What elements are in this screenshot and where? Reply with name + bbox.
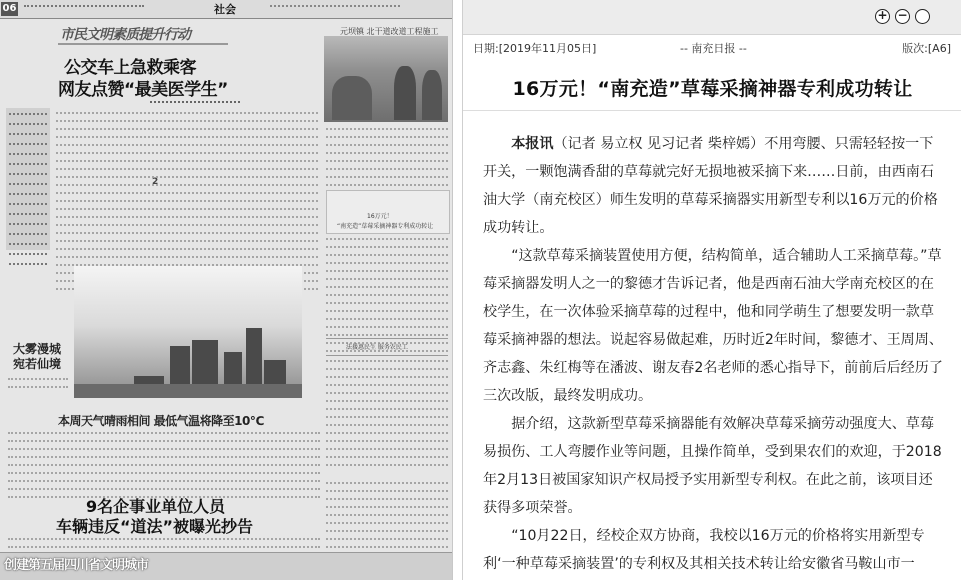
article-title: 16万元！“南充造”草莓采摘神器专利成功转让 [512, 78, 913, 100]
banner-rule [58, 43, 228, 45]
page-header-bar [0, 0, 452, 19]
right-column-headline-d [326, 456, 448, 478]
violation-headline-line1: 9名企事业单位人员 [86, 497, 226, 516]
zoom-in-button[interactable] [875, 9, 890, 24]
lead-subhead [150, 101, 240, 106]
column-banner: 市民文明素质提升行动 [60, 27, 190, 43]
fog-city-photo [74, 266, 302, 398]
article-page: 版次:[A6] [902, 42, 951, 55]
photo1-caption: 元坝镇 北干道改道工程施工 [340, 27, 439, 36]
violation-headline-line2: 车辆违反“道法”被曝光抄告 [56, 517, 254, 536]
article-source: -- 南充日报 -- [680, 42, 747, 55]
left-column-text [8, 378, 68, 394]
article-meta-row [473, 40, 951, 56]
reset-zoom-button[interactable] [915, 9, 930, 24]
zoom-out-button[interactable] [895, 9, 910, 24]
lead-headline-line1: 公交车上急救乘客 [64, 58, 196, 78]
bottom-banner-text: 创建第五届四川省文明城市 [4, 558, 149, 573]
lead-label: 本报讯 [511, 136, 554, 152]
subsection-number: 2 [152, 177, 159, 187]
header-date-line [24, 5, 144, 10]
strawberry-article-teaser: 16万元！ “南充造”草莓采摘神器专利成功转让 [326, 190, 450, 234]
reader-toolbar [463, 0, 961, 35]
article-paragraph: 据介绍，这款新型草莓采摘器能有效解决草莓采摘劳动强度大、草莓易损伤、工人弯腰作业等问题，且操作简单，受到果农们的欢迎，于2018年2月13日被国家知识产权局授予实用新型专利权。在此之前，该项目还获得多项荣誉。 [483, 416, 942, 516]
article-body [483, 130, 945, 578]
fog-photo-title: 大雾漫城 宛若仙境 [13, 342, 62, 371]
article-paragraph: 本报讯（记者 易立权 见习记者 柴梓嫣）不用弯腰、只需轻轻按一下开关，一颗饱满香甜的草莓就完好无损地被采摘下来……日前，由西南石油大学（南充校区）师生发明的草莓采摘器实用新型专利以16万元的价格成功转让。 [483, 136, 938, 236]
section-name: 社会 [214, 3, 236, 16]
article-paragraph: “这款草莓采摘装置使用方便，结构简单，适合辅助人工采摘草莓。”草莓采摘器发明人之一的黎德才告诉记者，他是西南石油大学南充校区的在校学生，在一次体验采摘草莓的过程中，他和同学萌生了想要发明一款草莓采摘神器的想法。说起容易做起难，历时近2年时间，黎德才、王周周、齐志鑫、朱红梅等在潘波、谢友春2名老师的悉心指导下，前前后后经历了三次改版，最终发明成功。 [483, 248, 943, 404]
lead-headline-line2: 网友点赞“最美医学生” [58, 80, 228, 100]
plus-icon: + [877, 8, 888, 22]
weather-headline: 本周天气晴雨相间 最低气温将降至10℃ [58, 414, 264, 428]
page-number: 06 [2, 3, 17, 14]
legal-aid-headline: 法援惠民生 服务农民工 [326, 338, 448, 356]
article-reader-panel [462, 0, 961, 580]
header-contact-line [270, 5, 400, 10]
title-divider [463, 110, 961, 111]
lead-sidebar [6, 108, 50, 250]
construction-photo [324, 36, 448, 122]
article-paragraph: “10月22日，经校企双方协商，我校以16万元的价格将实用新型专利‘一种草莓采摘装置’的专利权及其相关技术转让给安徽省马鞍山市一 [483, 528, 925, 572]
minus-icon: − [897, 8, 908, 22]
right-column-text-d [326, 482, 448, 562]
article-date: 日期:[2019年11月05日] [473, 42, 597, 55]
newspaper-page-scan[interactable] [0, 0, 453, 580]
